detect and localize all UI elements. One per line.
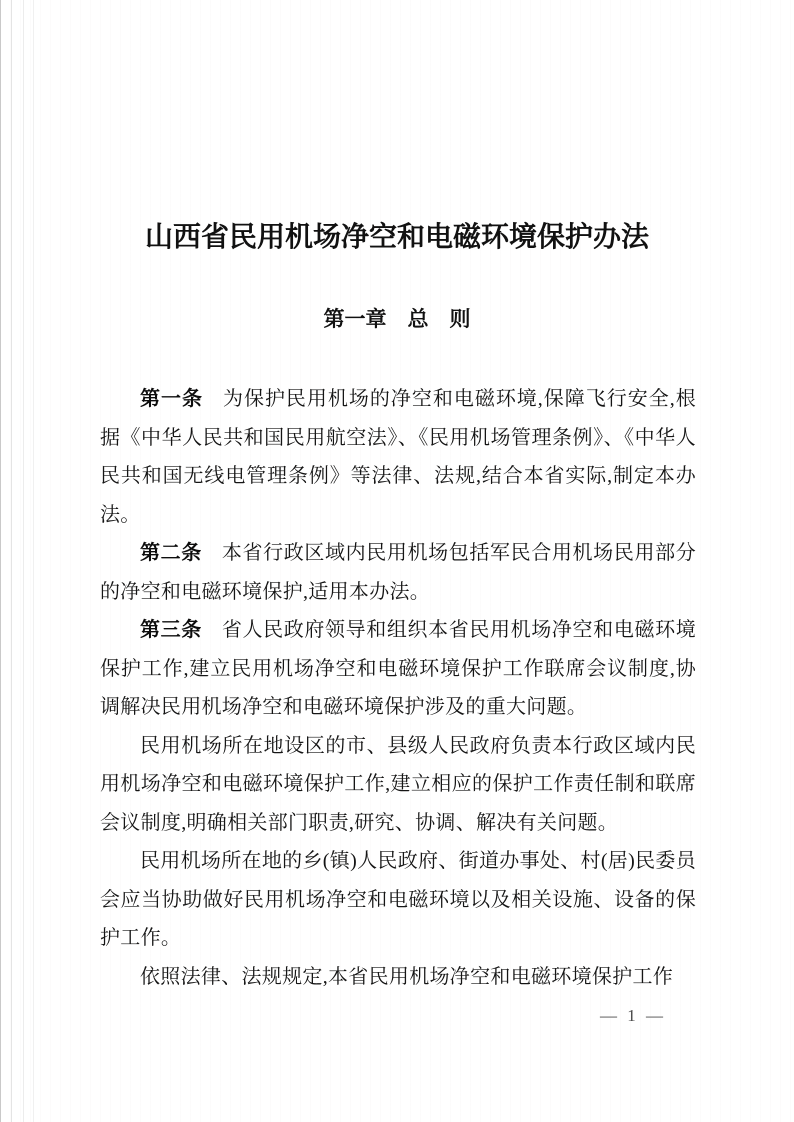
page-number: — 1 — (600, 1006, 666, 1025)
article-1-text: 为保护民用机场的净空和电磁环境,保障飞行安全,根据《中华人民共和国民用航空法》、《民用机场管理条例》、《中华人民共和国无线电管理条例》等法律、法规,结合本省实际,制定本办法。 (100, 388, 696, 526)
article-2-number: 第二条 (140, 542, 202, 564)
paragraph-article-3-clause-2 (100, 727, 696, 843)
paragraph-article-2 (100, 534, 696, 611)
paragraph-article-3-clause-4 (100, 958, 696, 997)
scan-artifact-lines (0, 0, 40, 1122)
article-2-text: 本省行政区域内民用机场包括军民合用机场民用部分的净空和电磁环境保护,适用本办法。 (100, 542, 696, 603)
paragraph-article-1 (100, 380, 696, 534)
article-3-clause-4-text: 依照法律、法规规定,本省民用机场净空和电磁环境保护工作 (140, 965, 674, 988)
article-1-number: 第一条 (140, 388, 203, 410)
paragraph-article-3 (100, 611, 696, 727)
paragraph-article-3-clause-3 (100, 842, 696, 958)
article-3-clause-2-text: 民用机场所在地设区的市、县级人民政府负责本行政区域内民用机场净空和电磁环境保护工作,建立相应的保护工作责任制和联席会议制度,明确相关部门职责,研究、协调、解决有关问题。 (100, 734, 696, 834)
chapter-heading: 第一章 总 则 (323, 308, 471, 331)
article-3-text: 省人民政府领导和组织本省民用机场净空和电磁环境保护工作,建立民用机场净空和电磁环境保护工作联席会议制度,协调解决民用机场净空和电磁环境保护涉及的重大问题。 (100, 619, 696, 718)
article-3-number: 第三条 (140, 619, 202, 641)
document-body (100, 380, 696, 996)
document-title: 山西省民用机场净空和电磁环境保护办法 (144, 221, 649, 252)
article-3-clause-3-text: 民用机场所在地的乡(镇)人民政府、街道办事处、村(居)民委员会应当协助做好民用机场净空和电磁环境以及相关设施、设备的保护工作。 (100, 850, 696, 949)
